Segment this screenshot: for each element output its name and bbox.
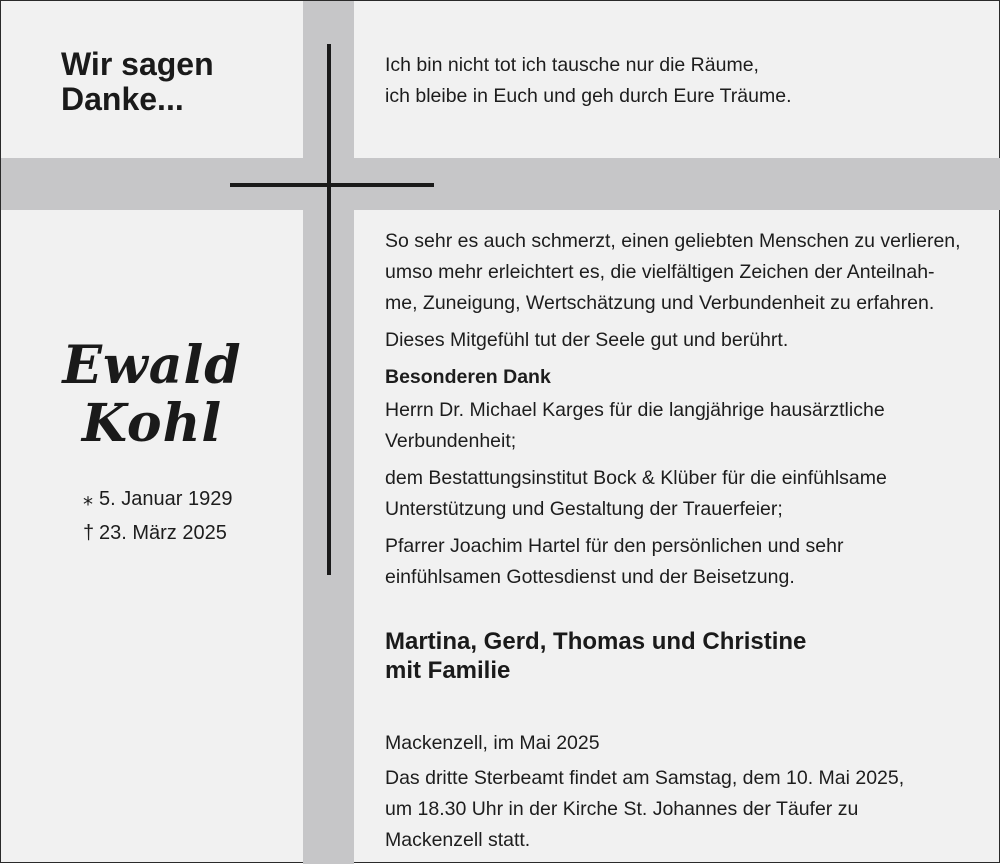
thanks-doctor-line-1: Herrn Dr. Michael Karges für die langjährige hausärztliche [385, 399, 885, 421]
footer [385, 728, 995, 860]
first-name: Ewald [62, 335, 242, 396]
thank-you-heading [61, 47, 214, 117]
family-line-2: mit Familie [385, 657, 511, 684]
cross-band-horizontal [1, 158, 1000, 210]
quote-line-2: ich bleibe in Euch und geh durch Eure Träume. [385, 85, 792, 107]
birth-row [83, 482, 232, 516]
quote-line-1: Ich bin nicht tot ich tausche nur die Räume, [385, 54, 759, 76]
mass-line-1: Das dritte Sterbeamt findet am Samstag, dem 10. Mai 2025, [385, 767, 905, 789]
birth-date: 5. Januar 1929 [99, 488, 233, 510]
thanks-undertaker-line-2: Unterstützung und Gestaltung der Trauerfeier; [385, 498, 783, 520]
mass-line-3: Mackenzell statt. [385, 829, 531, 851]
thanks-doctor [385, 395, 995, 457]
place-date: Mackenzell, im Mai 2025 [385, 732, 600, 754]
quote [385, 50, 995, 112]
deceased-name [1, 337, 303, 453]
intro-line-2: umso mehr erleichtert es, die vielfältigen Zeichen der Anteilnah- [385, 261, 935, 283]
thanks-undertaker [385, 463, 995, 525]
mass-line-2: um 18.30 Uhr in der Kirche St. Johannes der Täufer zu [385, 798, 859, 820]
death-row [83, 516, 232, 550]
thanks-pastor-line-1: Pfarrer Joachim Hartel für den persönlichen und sehr [385, 535, 844, 557]
birth-star-icon: ⁎ [83, 488, 93, 510]
thanks-undertaker-line-1: dem Bestattungsinstitut Bock & Klüber für die einfühlsame [385, 467, 887, 489]
thanks-heading: Besonderen Dank [385, 366, 551, 388]
family-signature [385, 627, 806, 685]
sympathy-paragraph: Dieses Mitgefühl tut der Seele gut und berührt. [385, 329, 789, 351]
heading-line-2: Danke... [61, 81, 184, 117]
death-dagger-icon: † [83, 522, 95, 544]
last-name: Kohl [81, 393, 223, 454]
family-line-1: Martina, Gerd, Thomas und Christine [385, 628, 807, 655]
intro-paragraph [385, 226, 995, 319]
cross-icon-vertical-bar [327, 44, 331, 575]
thanks-pastor [385, 531, 995, 593]
thanks-doctor-line-2: Verbundenheit; [385, 430, 517, 452]
thanks-pastor-line-2: einfühlsamen Gottesdienst und der Beisetzung. [385, 566, 795, 588]
heading-line-1: Wir sagen [61, 46, 214, 82]
thanks-text [385, 226, 995, 599]
intro-line-1: So sehr es auch schmerzt, einen geliebten Menschen zu verlieren, [385, 230, 961, 252]
death-date: 23. März 2025 [99, 522, 227, 544]
intro-line-3: me, Zuneigung, Wertschätzung und Verbundenheit zu erfahren. [385, 292, 935, 314]
mass-notice [385, 763, 995, 856]
cross-icon-horizontal-bar [230, 183, 434, 187]
life-dates [83, 482, 232, 550]
